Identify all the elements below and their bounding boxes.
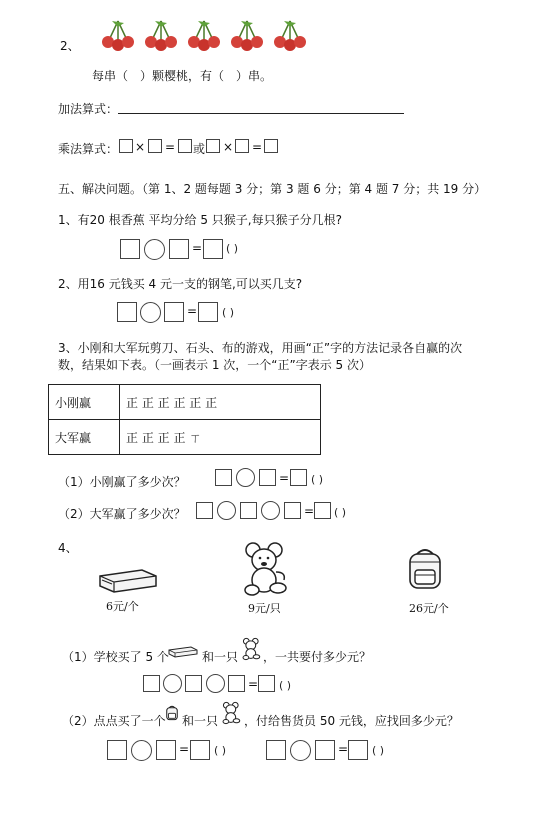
addition-label: 加法算式：: [58, 102, 119, 116]
equals-sign: =: [165, 140, 176, 154]
multiplication-label: 乘法算式：: [58, 142, 119, 156]
operator-circle[interactable]: [217, 501, 236, 520]
table-row: [49, 420, 321, 455]
problem-4-sub2-part-a: （2）点点买了一个: [62, 714, 166, 728]
equals-sign: =: [252, 140, 263, 154]
answer-box[interactable]: [148, 139, 162, 153]
cherry-icon: [186, 18, 222, 54]
equals-sign: =: [248, 677, 259, 691]
answer-box[interactable]: [215, 469, 232, 486]
problem-1-text: 1、有20 根香蕉 平均分给 5 只猴子,每只猴子分几根?: [58, 213, 342, 227]
answer-box[interactable]: [235, 139, 249, 153]
problem-3-text-line1: 3、小刚和大军玩剪刀、石头、布的游戏，用画“正”字的方法记录各自赢的次: [58, 341, 463, 355]
problem-4-sub2-part-c: ，付给售货员 50 元钱，应找回多少元？: [244, 714, 459, 728]
cherry-icon: [100, 18, 136, 54]
answer-box[interactable]: [315, 740, 335, 760]
answer-box[interactable]: [284, 502, 301, 519]
equals-sign: =: [179, 742, 190, 756]
operator-circle[interactable]: [131, 740, 152, 761]
times-sign: ×: [223, 140, 234, 154]
backpack-icon: [165, 704, 179, 722]
operator-circle[interactable]: [163, 674, 182, 693]
answer-box[interactable]: [203, 239, 223, 259]
equals-sign: =: [187, 304, 198, 318]
answer-box[interactable]: [264, 139, 278, 153]
equals-sign: =: [304, 504, 315, 518]
unit-blank: ( ): [311, 473, 324, 486]
unit-blank: ( ): [279, 679, 292, 692]
problem-4-sub1-part-b: 和一只: [202, 650, 239, 664]
price-label: 26元/个: [409, 602, 449, 615]
answer-box[interactable]: [164, 302, 184, 322]
unit-blank: ( ): [372, 744, 385, 757]
price-label: 9元/只: [248, 602, 281, 615]
answer-box[interactable]: [143, 675, 160, 692]
question-2-number: 2、: [60, 39, 80, 53]
problem-3-sub1: （1）小刚赢了多少次？: [58, 475, 186, 489]
answer-box[interactable]: [259, 469, 276, 486]
problem-3-sub2: （2）大军赢了多少次？: [58, 507, 186, 521]
problem-4-number: 4、: [58, 541, 78, 555]
answer-box[interactable]: [196, 502, 213, 519]
problem-4-sub1-part-a: （1）学校买了 5 个: [62, 650, 169, 664]
operator-circle[interactable]: [140, 302, 161, 323]
answer-box[interactable]: [198, 302, 218, 322]
answer-box[interactable]: [206, 139, 220, 153]
unit-blank: ( ): [214, 744, 227, 757]
operator-circle[interactable]: [261, 501, 280, 520]
problem-4-sub1-part-c: ，一共要付多少元？: [263, 650, 372, 664]
problem-3-text-line2: 数，结果如下表。（一画表示 1 次，一个“正”字表示 5 次）: [58, 358, 371, 372]
problem-2-text: 2、用16 元钱买 4 元一支的钢笔,可以买几支?: [58, 277, 303, 291]
question-2-sentence: 每串（ ）颗樱桃，有（ ）串。: [92, 69, 273, 83]
price-label: 6元/个: [106, 600, 139, 613]
answer-box[interactable]: [107, 740, 127, 760]
times-sign: ×: [135, 140, 146, 154]
operator-circle[interactable]: [144, 239, 165, 260]
teddy-bear-icon: [221, 700, 243, 726]
answer-box[interactable]: [266, 740, 286, 760]
cherry-icon: [143, 18, 179, 54]
unit-blank: ( ): [334, 506, 347, 519]
player-name: 大军赢: [49, 420, 120, 455]
answer-box[interactable]: [156, 740, 176, 760]
or-word: 或: [193, 142, 206, 156]
tally-marks: 正 正 正 正 正 正: [120, 385, 321, 420]
answer-box[interactable]: [169, 239, 189, 259]
teddy-bear-icon: [240, 540, 294, 598]
equals-sign: =: [338, 742, 349, 756]
operator-circle[interactable]: [290, 740, 311, 761]
answer-box[interactable]: [290, 469, 307, 486]
backpack-icon: [405, 546, 445, 592]
addition-answer-line[interactable]: [118, 113, 404, 114]
answer-box[interactable]: [190, 740, 210, 760]
operator-circle[interactable]: [236, 468, 255, 487]
answer-box[interactable]: [258, 675, 275, 692]
pencil-case-icon: [167, 644, 199, 658]
problem-4-sub2-part-b: 和一只: [182, 714, 219, 728]
cherry-icon: [229, 18, 265, 54]
answer-box[interactable]: [120, 239, 140, 259]
answer-box[interactable]: [178, 139, 192, 153]
unit-blank: ( ): [222, 306, 235, 319]
answer-box[interactable]: [185, 675, 202, 692]
cherry-icon: [272, 18, 308, 54]
answer-box[interactable]: [119, 139, 133, 153]
answer-box[interactable]: [228, 675, 245, 692]
unit-blank: ( ): [226, 242, 239, 255]
table-row: [49, 385, 321, 420]
equals-sign: =: [192, 241, 203, 255]
equals-sign: =: [279, 471, 290, 485]
answer-box[interactable]: [117, 302, 137, 322]
operator-circle[interactable]: [206, 674, 225, 693]
answer-box[interactable]: [314, 502, 331, 519]
pencil-case-icon: [96, 562, 160, 594]
tally-table: [48, 384, 321, 455]
answer-box[interactable]: [348, 740, 368, 760]
teddy-bear-icon: [241, 636, 263, 662]
player-name: 小刚赢: [49, 385, 120, 420]
tally-marks: 正 正 正 正 ㄒ: [120, 420, 321, 455]
answer-box[interactable]: [240, 502, 257, 519]
section-5-heading: 五、解决问题。（第 1、2 题每题 3 分；第 3 题 6 分；第 4 题 7 分；共 19 分）: [58, 182, 487, 196]
